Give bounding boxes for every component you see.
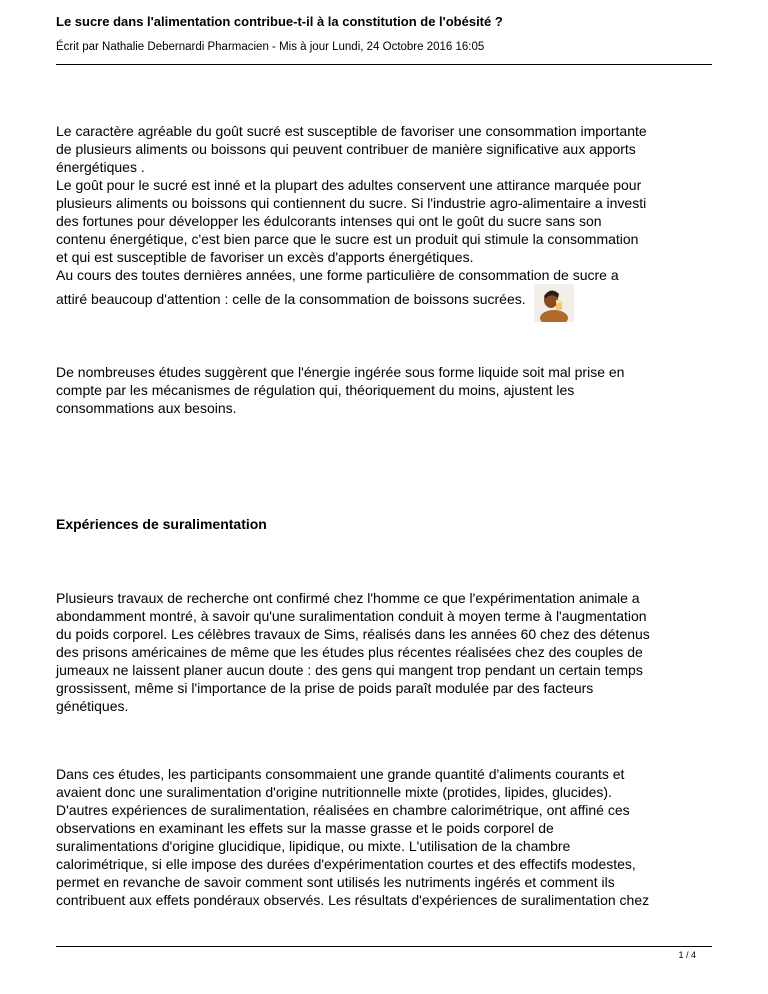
text-line: D'autres expériences de suralimentation, réalisées en chambre calorimétrique, ont affiné ces bbox=[56, 802, 630, 818]
text-line: énergétiques . bbox=[56, 159, 145, 175]
text-line: contenu énergétique, c'est bien parce que le sucre est un produit qui stimule la consommation bbox=[56, 231, 639, 247]
text-line: jumeaux ne laissent planer aucun doute : des gens qui mangent trop pendant un certain temps bbox=[56, 662, 643, 678]
text-line: de plusieurs aliments ou boissons qui peuvent contribuer de manière significative aux apports bbox=[56, 141, 636, 157]
text-line: Le caractère agréable du goût sucré est susceptible de favoriser une consommation importante bbox=[56, 123, 647, 139]
footer-divider bbox=[56, 946, 712, 947]
text-line: De nombreuses études suggèrent que l'énergie ingérée sous forme liquide soit mal prise en bbox=[56, 364, 625, 380]
paragraph-intro bbox=[56, 122, 716, 322]
text-line: plusieurs aliments ou boissons qui contiennent du sucre. Si l'industrie agro-alimentaire a investi bbox=[56, 195, 647, 211]
text-line: Plusieurs travaux de recherche ont confirmé chez l'homme ce que l'expérimentation animale a bbox=[56, 590, 640, 606]
section-heading: Expériences de suralimentation bbox=[56, 516, 267, 532]
text-line: génétiques. bbox=[56, 698, 129, 714]
text-line bbox=[56, 284, 716, 322]
page-number: 1 / 4 bbox=[678, 950, 696, 960]
text-line: grossissent, même si l'importance de la prise de poids paraît modulée par des facteurs bbox=[56, 680, 594, 696]
article-byline: Écrit par Nathalie Debernardi Pharmacien - Mis à jour Lundi, 24 Octobre 2016 16:05 bbox=[56, 41, 485, 53]
text-line: calorimétrique, si elle impose des durées d'expérimentation courtes et des effectifs modestes, bbox=[56, 856, 636, 872]
text-line: avaient donc une suralimentation d'origine nutritionnelle mixte (protides, lipides, glucides). bbox=[56, 784, 612, 800]
text-line: permet en revanche de savoir comment sont utilisés les nutriments ingérés et comment ils bbox=[56, 874, 615, 890]
text-line: contribuent aux effets pondéraux observés. Les résultats d'expériences de suralimentation chez bbox=[56, 892, 650, 908]
header-divider bbox=[56, 64, 712, 65]
text-line: compte par les mécanismes de régulation qui, théoriquement du moins, ajustent les bbox=[56, 382, 575, 398]
text-line: suralimentations d'origine glucidique, lipidique, ou mixte. L'utilisation de la chambre bbox=[56, 838, 571, 854]
text-line-content: attiré beaucoup d'attention : celle de la consommation de boissons sucrées. bbox=[56, 291, 526, 307]
page-title: Le sucre dans l'alimentation contribue-t-il à la constitution de l'obésité ? bbox=[56, 14, 503, 29]
paragraph-research bbox=[56, 589, 716, 715]
text-line: des prisons américaines de même que les études plus récentes réalisées chez des couples de bbox=[56, 644, 643, 660]
text-line: consommations aux besoins. bbox=[56, 400, 237, 416]
text-line: du poids corporel. Les célèbres travaux de Sims, réalisés dans les années 60 chez des détenus bbox=[56, 626, 650, 642]
text-line: des fortunes pour développer les édulcorants intenses qui ont le goût du sucre sans son bbox=[56, 213, 602, 229]
paragraph-studies bbox=[56, 765, 716, 909]
text-line: observations en examinant les effets sur la masse grasse et le poids corporel de bbox=[56, 820, 554, 836]
paragraph-liquid-energy bbox=[56, 363, 716, 417]
woman-drinking-photo bbox=[534, 284, 574, 322]
text-line: Dans ces études, les participants consommaient une grande quantité d'aliments courants et bbox=[56, 766, 625, 782]
text-line: abondamment montré, à savoir qu'une suralimentation conduit à moyen terme à l'augmentation bbox=[56, 608, 647, 624]
text-line: et qui est susceptible de favoriser un excès d'apports énergétiques. bbox=[56, 249, 474, 265]
text-line: Au cours des toutes dernières années, une forme particulière de consommation de sucre a bbox=[56, 267, 619, 283]
text-line: Le goût pour le sucré est inné et la plupart des adultes conservent une attirance marquée pour bbox=[56, 177, 642, 193]
